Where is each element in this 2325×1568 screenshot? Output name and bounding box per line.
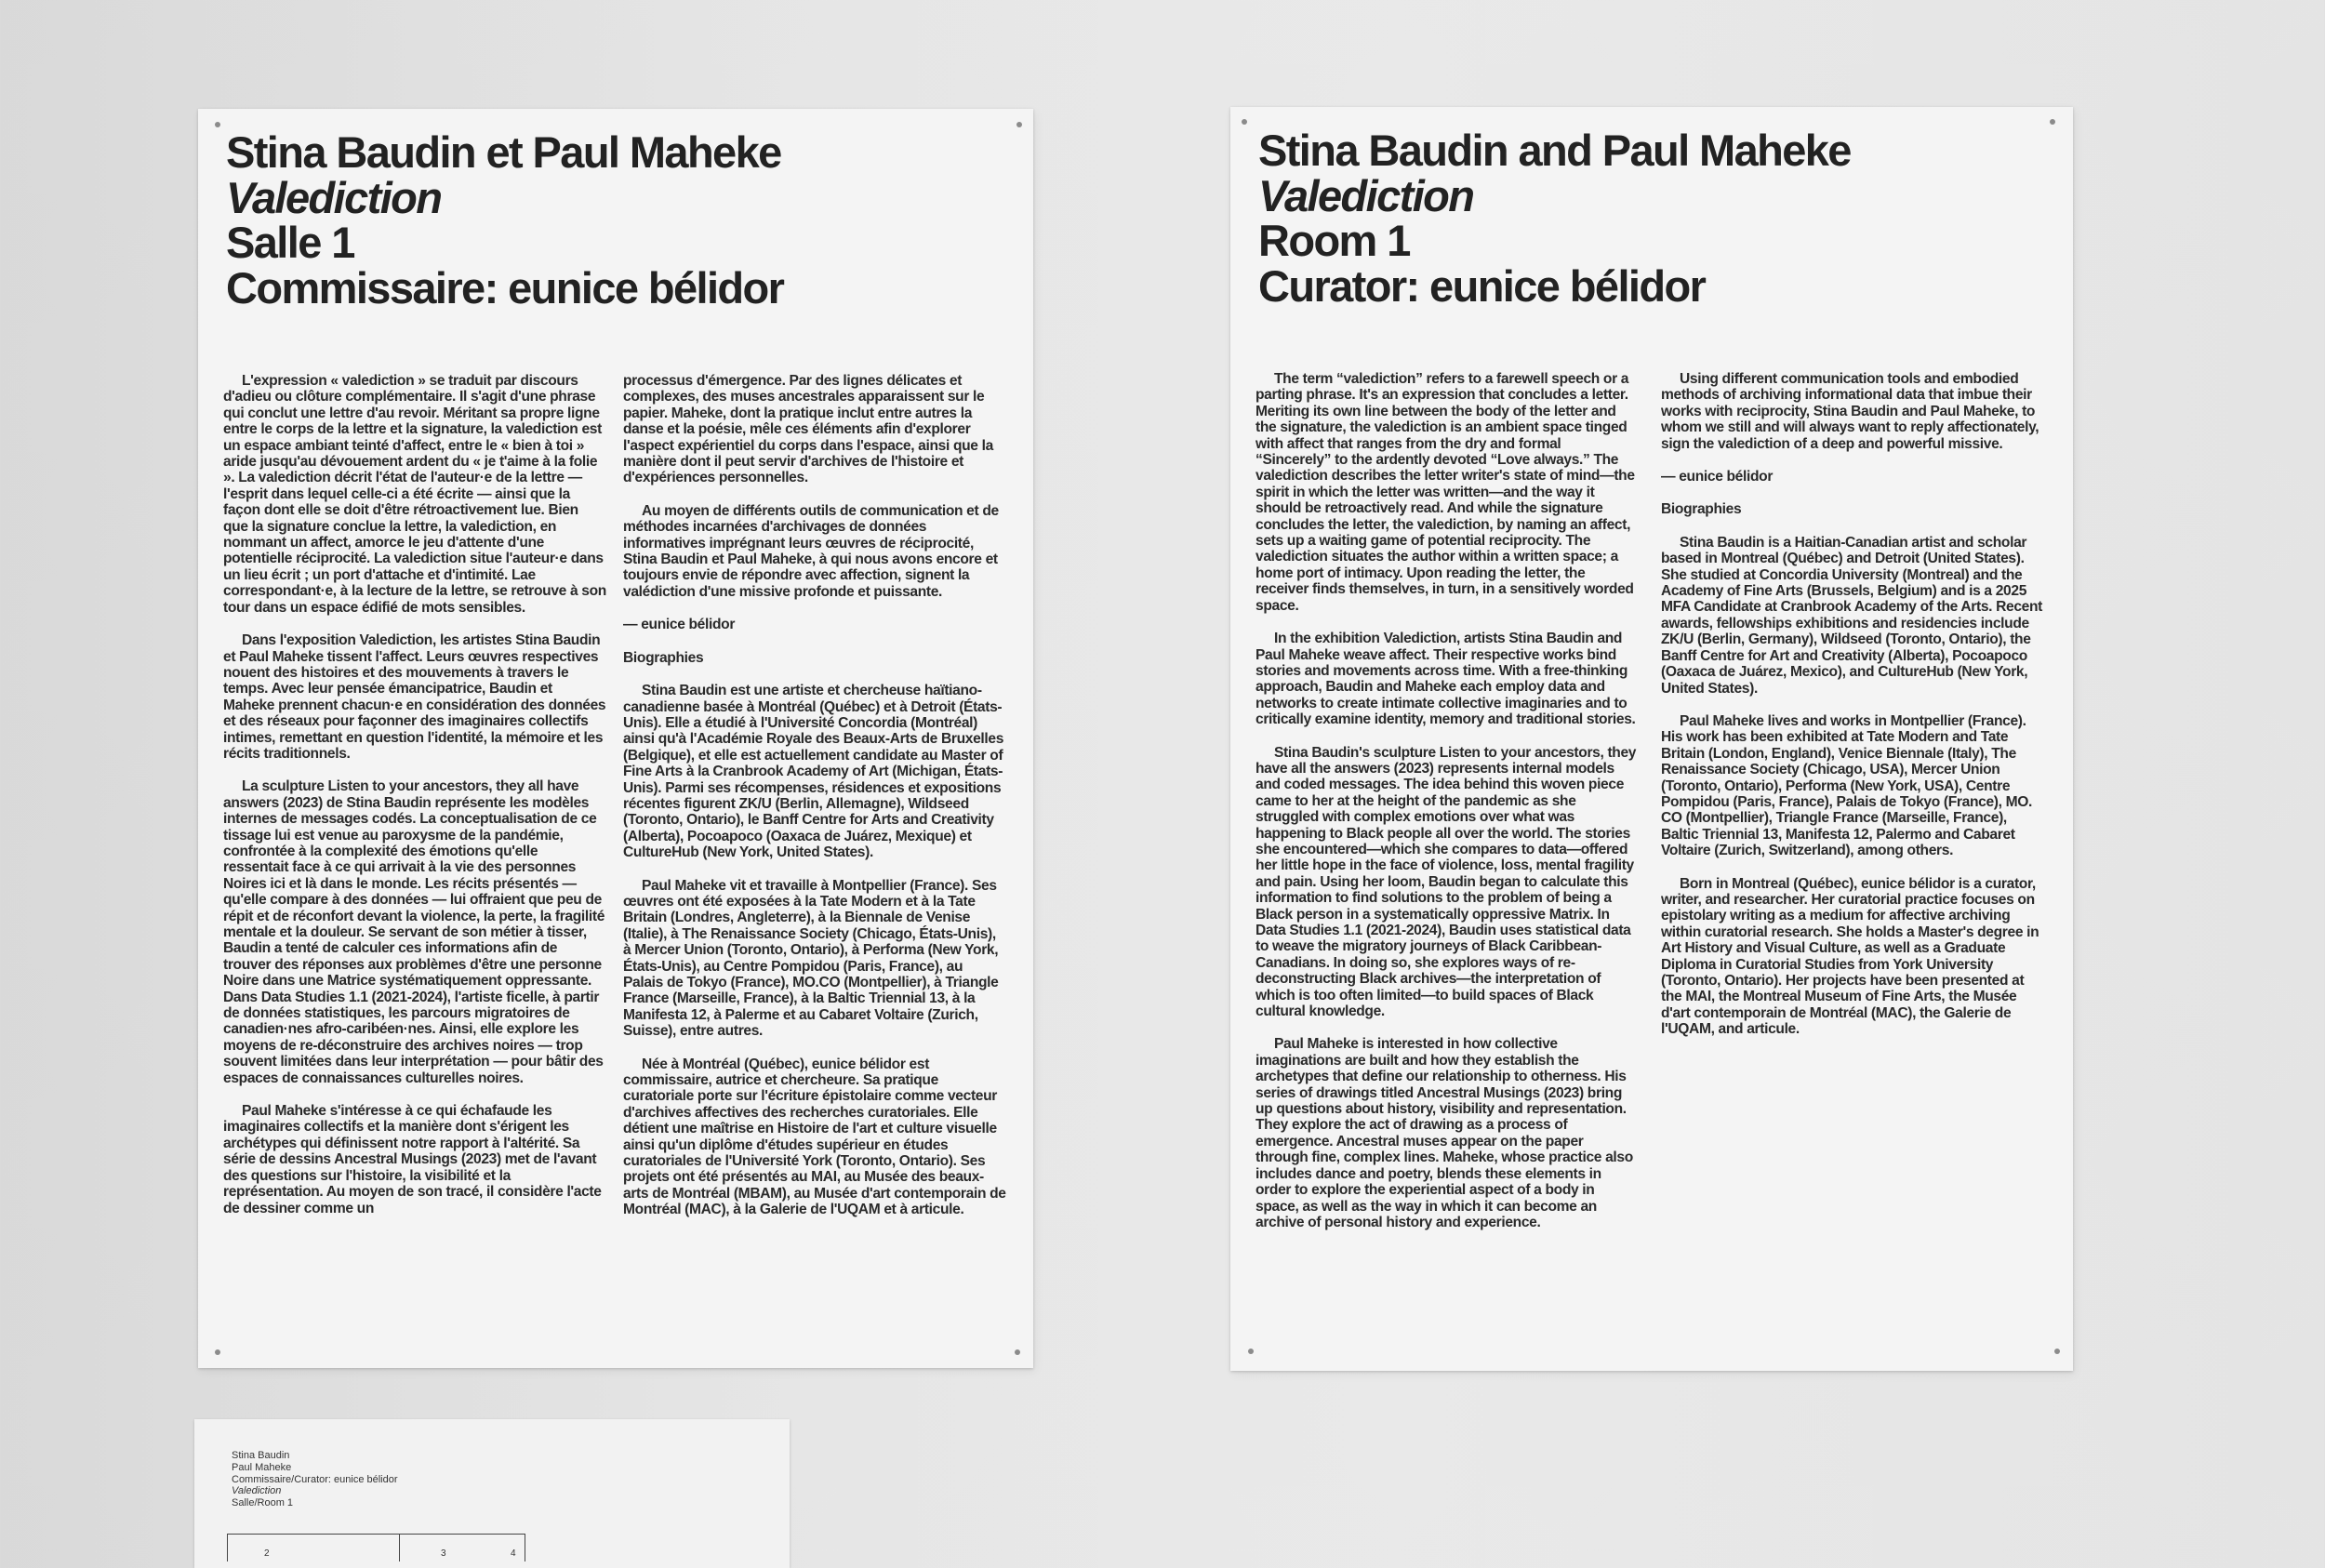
plan-number: 4 <box>511 1548 516 1559</box>
label-artist: Stina Baudin <box>232 1450 290 1461</box>
poster-title <box>1258 128 1851 309</box>
pin-icon <box>1015 1349 1020 1355</box>
plan-number: 3 <box>441 1548 446 1559</box>
wall-label-text <box>232 1450 398 1509</box>
poster-french <box>198 109 1033 1368</box>
paragraph: Au moyen de différents outils de communication et de méthodes incarnées d'archivages de données informatives imprégnant leurs œuvres de réciprocité, Stina Baudin et Paul Maheke, à qui nous avons encore et toujours envie de répondre avec affection, signent la valédiction d'une missive profonde et puissante. <box>623 502 999 600</box>
paragraph: Using different communication tools and embodied methods of archiving informational data that imbue their works with reciprocity, Stina Baudin and Paul Maheke, to whom we still and will always want to reply affectionately, sign the valediction of a deep and powerful missive. <box>1661 371 2039 452</box>
paragraph: In the exhibition Valediction, artists Stina Baudin and Paul Maheke weave affect. Their respective works bind stories and movements across time. With a free-thinking approach, Baudin and Maheke each employ data and networks to create intimate collective imaginaries and to critically examine identity, memory and traditional stories. <box>1256 631 1636 728</box>
text-column-right <box>623 373 1006 1235</box>
pin-icon <box>1016 122 1022 127</box>
paragraph: La sculpture Listen to your ancestors, they all have answers (2023) de Stina Baudin représente les modèles internes de messages codés. La conceptualisation de ce tissage lui est venue au paroxysme de la pandémie, confrontée à la complexité des émotions qu'elle ressentait face à ce qui arrivait à la vie des personnes Noires ici et là dans le monde. Les récits présentés — qu'elle compare à des données — lui offraient que peu de répit et de réconfort devant la violence, la perte, la fragilité mentale et la douleur. Se servant de son métier à tisser, Baudin a tenté de calculer ces informations afin de trouver des réponses aux problèmes d'être une personne Noire dans une Matrice systématiquement oppressante. Dans Data Studies 1.1 (2021-2024), l'artiste ficelle, à partir de données statistiques, les parcours migratoires de canadien·nes afro-caribéen·nes. Ainsi, elle explore les moyens de re-déconstruire des archives noires — trop souvent limitées dans leur interprétation — pour bâtir des espaces de connaissances culturelles noires. <box>223 778 605 1086</box>
label-artist: Paul Maheke <box>232 1461 292 1473</box>
signature: — eunice bélidor <box>623 617 736 633</box>
pin-icon <box>1248 1349 1254 1354</box>
title-artists: Stina Baudin and Paul Maheke <box>1258 126 1851 175</box>
title-room: Salle 1 <box>226 218 354 267</box>
section-heading: Biographies <box>1661 501 1742 518</box>
title-exhibition: Valediction <box>1258 170 1474 220</box>
title-exhibition: Valediction <box>226 172 442 222</box>
wall-label <box>194 1419 790 1568</box>
title-room: Room 1 <box>1258 216 1410 265</box>
pin-icon <box>1242 119 1247 125</box>
label-curator: Commissaire/Curator: eunice bélidor <box>232 1473 398 1485</box>
title-artists: Stina Baudin et Paul Maheke <box>226 127 781 177</box>
paragraph: Born in Montreal (Québec), eunice bélidor is a curator, writer, and researcher. Her curatorial practice focuses on epistolary writing as a medium for affective archiving within curatorial research. She holds a Master's degree in Art History and Visual Culture, as well as a Graduate Diploma in Curatorial Studies from York University (Toronto, Ontario). Her projects have been presented at the MAI, the Montreal Museum of Fine Arts, the Musée d'art contemporain de Montréal (MAC), the Galerie de l'UQAM, and articule. <box>1661 875 2039 1038</box>
floor-plan-wall <box>227 1534 228 1561</box>
pin-icon <box>2054 1349 2060 1354</box>
text-column-left <box>223 373 606 1233</box>
label-room: Salle/Room 1 <box>232 1497 294 1509</box>
label-exhibition: Valediction <box>232 1485 282 1497</box>
floor-plan-wall <box>399 1534 400 1561</box>
paragraph: Dans l'exposition Valediction, les artistes Stina Baudin et Paul Maheke tissent l'affect. Leurs œuvres respectives nouent des histoires et des mouvements à travers le temps. Avec leur pensée émancipatrice, Baudin et Maheke prennent chacun·e en considération des données et des réseaux pour façonner des imaginaires collectifs intimes, remettant en question l'identité, la mémoire et les récits traditionnels. <box>223 632 606 762</box>
paragraph: Stina Baudin's sculpture Listen to your ancestors, they have all the answers (2023) represents internal models and coded messages. The idea behind this woven piece came to her at the height of the pandemic as she struggled with complex emotions over what was happening to Black people all over the world. The stories she encountered—which she compares to data—offered her little hope in the face of violence, loss, mental fragility and pain. Using her loom, Baudin began to calculate this information to find solutions to the problem of being a Black person in a systematically oppressive Matrix. In Data Studies 1.1 (2021-2024), Baudin uses statistical data to weave the migratory journeys of Black Caribbean-Canadians. In doing so, she explores ways of re-deconstructing Black archives—the interpretation of which is too often limited—to build spaces of Black cultural knowledge. <box>1256 744 1637 1020</box>
section-heading: Biographies <box>623 649 704 666</box>
floor-plan-line <box>227 1534 525 1535</box>
paragraph: processus d'émergence. Par des lignes délicates et complexes, des muses ancestrales apparaissent sur le papier. Maheke, dont la pratique inclut entre autres la danse et la poésie, mêle ces éléments afin d'explorer l'aspect expérientiel du corps dans l'espace, ainsi que la manière dont il peut servir d'archives de l'histoire et d'expériences personnelles. <box>623 373 993 486</box>
title-curator: Curator: eunice bélidor <box>1258 260 1706 311</box>
paragraph: Stina Baudin is a Haitian-Canadian artist and scholar based in Montreal (Québec) and Detroit (United States). She studied at Concordia University (Montreal) and the Academy of Fine Arts (Brussels, Belgium) and is a 2025 MFA Candidate at Cranbrook Academy of the Arts. Recent awards, fellowships exhibitions and residencies include ZK/U (Berlin, Germany), Wildseed (Toronto, Ontario), the Banff Centre for Art and Creativity (Alberta), Pocoapoco (Oaxaca de Juárez, Mexico), and CultureHub (New York, United States). <box>1661 534 2043 697</box>
paragraph: Paul Maheke lives and works in Montpellier (France). His work has been exhibited at Tate Modern and Tate Britain (London, England), Venice Biennale (Italy), The Renaissance Society (Chicago, USA), Mercer Union (Toronto, Ontario), Performa (New York, USA), Centre Pompidou (Paris, France), Palais de Tokyo (France), MO. CO (Montpellier), Triangle France (Marseille, France), Baltic Triennial 13, Manifesta 12, Palermo and Cabaret Voltaire (Zurich, Switzerland), among others. <box>1661 712 2032 859</box>
paragraph: L'expression « valediction » se traduit par discours d'adieu ou clôture complémentaire. Il s'agit d'une phrase qui conclut une lettre d'au revoir. Méritant sa propre ligne entre le corps de la lettre et la signature, la valediction est un espace ambiant teinté d'affect, entre le « bien à toi » aride jusqu'au dévouement ardent du « je t'aime à la folie ». La valediction décrit l'état de l'auteur·e de la lettre — l'esprit dans lequel celle-ci a été écrite — ainsi que la façon dont elle se doit d'être rétroactivement lue. Bien que la signature conclue la lettre, la valediction, en nommant un affect, amorce le jeu d'attente d'une potentielle réciprocité. La valediction situe l'auteur·e dans un lieu écrit ; un port d'attache et d'intimité. Lae correspondant·e, à la lecture de la lettre, se retrouve à son tour dans un espace édifié de mots sensibles. <box>223 373 606 616</box>
paragraph: Paul Maheke s'intéresse à ce qui échafaude les imaginaires collectifs et la manière dont s'érigent les archétypes qui définissent notre rapport à l'altérité. Sa série de dessins Ancestral Musings (2023) met de l'avant des questions sur l'histoire, la visibilité et la représentation. Au moyen de son tracé, il considère l'acte de dessiner comme un <box>223 1103 602 1216</box>
text-column-right <box>1661 371 2044 1055</box>
pin-icon <box>2050 119 2055 125</box>
paragraph: Née à Montréal (Québec), eunice bélidor est commissaire, autrice et chercheure. Sa pratique curatoriale porte sur l'écriture épistolaire comme vecteur d'archives affectives des recherches curatoriales. Elle détient une maîtrise en Histoire de l'art et culture visuelle ainsi qu'un diplôme d'études supérieur en études curatoriales de l'Université York (Toronto, Ontario). Ses projets ont été présentés au MAI, au Musée des beaux-arts de Montréal (MBAM), au Musée d'art contemporain de Montréal (MAC), à la Galerie de l'UQAM et à articule. <box>623 1056 1006 1218</box>
signature: — eunice bélidor <box>1661 469 1774 485</box>
pin-icon <box>215 1349 220 1355</box>
paragraph: Stina Baudin est une artiste et chercheuse haïtiano-canadienne basée à Montréal (Québec) et à Detroit (États-Unis). Elle a étudié à l'Université Concordia (Montréal) ainsi qu'à l'Académie Royale des Beaux-Arts de Bruxelles (Belgique), et elle est actuellement candidate au Master of Fine Arts à la Cranbrook Academy of Art (Michigan, États-Unis). Parmi ses récompenses, résidences et expositions récentes figurent ZK/U (Berlin, Allemagne), Wildseed (Toronto, Ontario), le Banff Centre for Arts and Creativity (Alberta), Pocoapoco (Oaxaca de Juárez, Mexique) et CultureHub (New York, United States). <box>623 683 1004 861</box>
plan-number: 2 <box>264 1548 270 1559</box>
text-column-left <box>1256 371 1639 1247</box>
title-curator: Commissaire: eunice bélidor <box>226 262 784 312</box>
poster-english <box>1230 107 2073 1371</box>
poster-title <box>226 127 784 312</box>
paragraph: The term “valediction” refers to a farewell speech or a parting phrase. It's an expression that concludes a letter. Meriting its own line between the body of the letter and the signature, the valediction is an ambient space tinged with affect that ranges from the dry and formal “Sincerely” to the ardently devoted “Love always.” The valediction describes the letter writer's state of mind—the spirit in which the letter was written—and the way it should be retroactively read. And while the signature concludes the letter, the valediction, by naming an affect, sets up a waiting game of potential reciprocity. The valediction situates the author within a written space; a home port of intimacy. Upon reading the letter, the receiver finds themselves, in turn, in a sensitively worded space. <box>1256 371 1635 614</box>
pin-icon <box>215 122 220 127</box>
paragraph: Paul Maheke vit et travaille à Montpellier (France). Ses œuvres ont été exposées à la Tate Modern et à la Tate Britain (Londres, Angleterre), à la Biennale de Venise (Italie), à The Renaissance Society (Chicago, États-Unis), à Mercer Union (Toronto, Ontario), à Performa (New York, États-Unis), au Centre Pompidou (Paris, France), au Palais de Tokyo (France), MO.CO (Montpellier), à Triangle France (Marseille, France), à la Baltic Triennial 13, à la Manifesta 12, à Palerme et au Cabaret Voltaire (Zurich, Suisse), entre autres. <box>623 877 999 1040</box>
paragraph: Paul Maheke is interested in how collective imaginations are built and how they establish the archetypes that define our relationship to otherness. His series of drawings titled Ancestral Musings (2023) bring up questions about history, visibility and representation. They explore the act of drawing as a process of emergence. Ancestral muses appear on the paper through fine, complex lines. Maheke, whose practice also includes dance and poetry, blends these elements in order to explore the experiential aspect of a body in space, as well as the way in which it can become an archive of personal history and experience. <box>1256 1036 1633 1230</box>
